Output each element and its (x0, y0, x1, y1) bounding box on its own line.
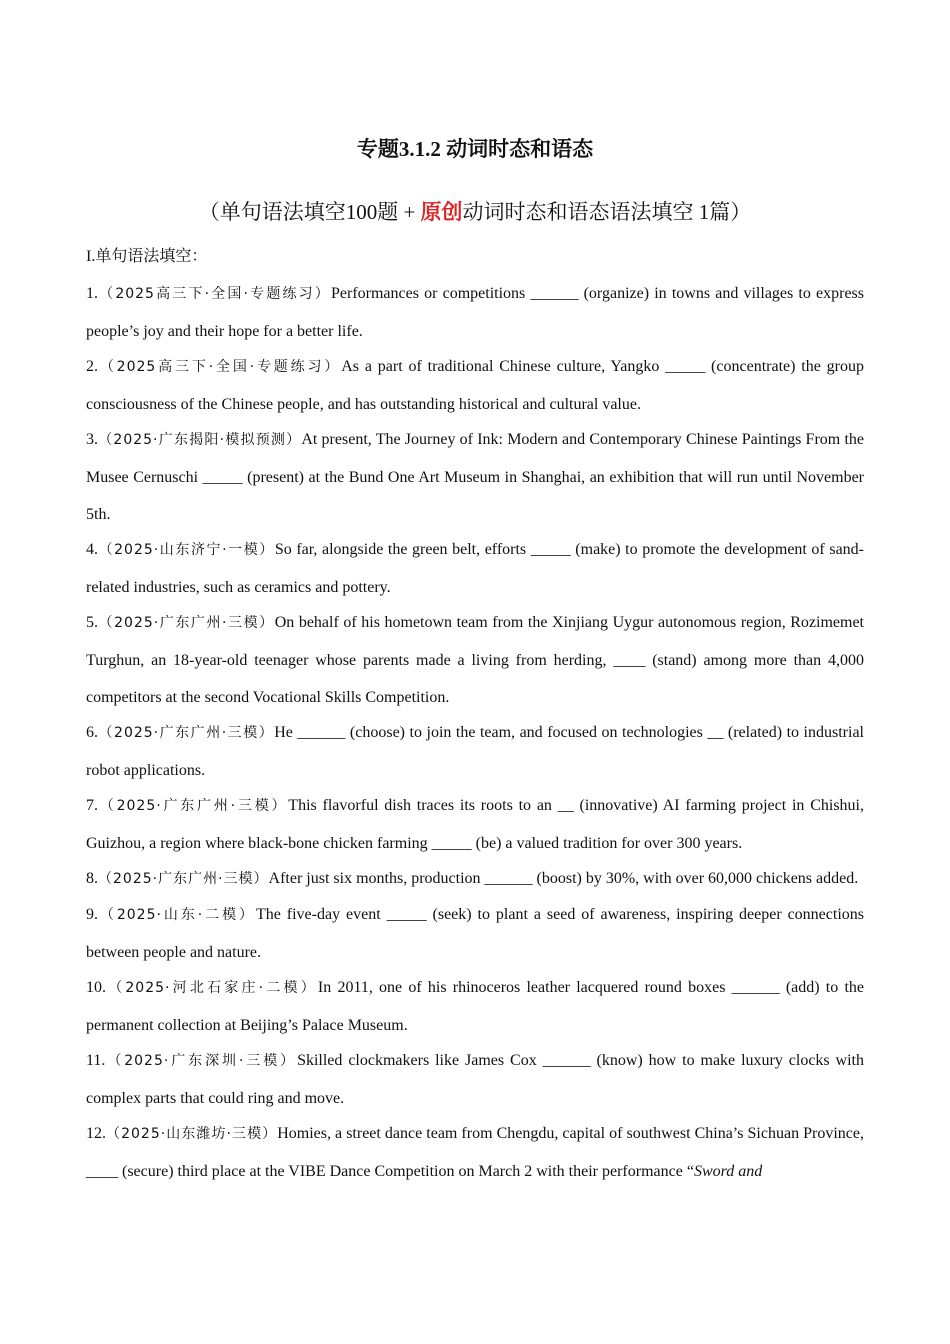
question-source: （2025·广东广州·三模） (98, 615, 275, 631)
question-text-italic: Sword and (693, 1163, 763, 1180)
question-item (86, 714, 864, 789)
subtitle-highlight: 原创 (420, 200, 463, 224)
question-item (86, 896, 864, 971)
question-number: 12. (86, 1125, 106, 1142)
question-source: （2025高三下·全国·专题练习） (98, 359, 342, 375)
question-text: The five-day event _____ (seek) to plant a seed of awareness, inspiring deeper connections between people and nature. (86, 906, 865, 961)
question-source: （2025高三下·全国·专题练习） (98, 286, 331, 302)
question-source: （2025·广东广州·三模） (98, 871, 269, 887)
question-text: So far, alongside the green belt, efforts _____ (make) to promote the development of sand-related industries, such as ceramics and pottery. (86, 541, 864, 596)
question-item (86, 604, 864, 716)
question-source: （2025·山东·二模） (98, 907, 256, 923)
question-number: 4. (86, 541, 98, 558)
question-item (86, 531, 864, 606)
question-item (86, 787, 864, 862)
question-number: 1. (86, 285, 98, 302)
question-text: Performances or competitions ______ (organize) in towns and villages to express people’s joy and their hope for a better life. (86, 285, 865, 340)
question-number: 6. (86, 724, 98, 741)
question-item (86, 969, 864, 1044)
question-text: At present, The Journey of Ink: Modern and Contemporary Chinese Paintings From the Musee Cernuschi _____ (present) at the Bund One Art Museum in Shanghai, an exhibition that will run until November 5th. (86, 431, 864, 523)
question-text: This flavorful dish traces its roots to an __ (innovative) AI farming project in Chishui, Guizhou, a region where black-bone chicken farming _____ (be) a valued tradition for over 300 years. (86, 797, 865, 852)
question-source: （2025·河北石家庄·二模） (106, 980, 318, 996)
question-text: On behalf of his hometown team from the Xinjiang Uygur autonomous region, Rozimemet Turghun, an 18-year-old teenager whose parents made a living from herding, ____ (stand) among more than 4,000 competitors at the second Vocational Skills Competition. (86, 614, 865, 706)
question-number: 7. (86, 797, 98, 814)
question-list (86, 275, 864, 1190)
question-item (86, 860, 864, 898)
page-title: 专题3.1.2 动词时态和语态 (356, 137, 594, 161)
question-number: 8. (86, 870, 98, 887)
question-source: （2025·广东深圳·三模） (105, 1053, 298, 1069)
question-text: As a part of traditional Chinese culture, Yangko _____ (concentrate) the group consciousness of the Chinese people, and has outstanding historical and cultural value. (86, 358, 864, 413)
page-subtitle (86, 195, 864, 229)
question-text: After just six months, production ______ (boost) by 30%, with over 60,000 chickens added. (268, 870, 859, 887)
question-source: （2025·山东潍坊·三模） (106, 1126, 278, 1142)
question-text: Skilled clockmakers like James Cox ______ (know) how to make luxury clocks with complex parts that could ring and move. (86, 1052, 865, 1107)
question-number: 3. (86, 431, 98, 448)
question-item (86, 421, 864, 533)
question-number: 9. (86, 906, 98, 923)
question-source: （2025·广东广州·三模） (98, 725, 275, 741)
question-item (86, 1042, 864, 1117)
subtitle-suffix: 动词时态和语态语法填空 1篇） (462, 200, 752, 224)
question-text: Homies, a street dance team from Chengdu, capital of southwest China’s Sichuan Province, ____ (secure) third place at the VIBE Dance Competition on March 2 with their performance “ (86, 1125, 865, 1180)
question-text: He ______ (choose) to join the team, and focused on technologies __ (related) to industrial robot applications. (86, 724, 864, 779)
question-item (86, 275, 864, 350)
question-source: （2025·山东济宁·一模） (98, 542, 275, 558)
section-heading: I.单句语法填空： (86, 248, 208, 265)
question-source: （2025·广东揭阳·模拟预测） (98, 432, 302, 448)
question-source: （2025·广东广州·三模） (98, 798, 289, 814)
question-number: 2. (86, 358, 98, 375)
subtitle-prefix: （单句语法填空100题 + (198, 200, 421, 224)
question-number: 11. (86, 1052, 106, 1069)
question-item (86, 1115, 864, 1190)
question-number: 10. (86, 979, 106, 996)
question-number: 5. (86, 614, 98, 631)
question-text: In 2011, one of his rhinoceros leather lacquered round boxes ______ (add) to the permanent collection at Beijing’s Palace Museum. (86, 979, 864, 1034)
question-item (86, 348, 864, 423)
